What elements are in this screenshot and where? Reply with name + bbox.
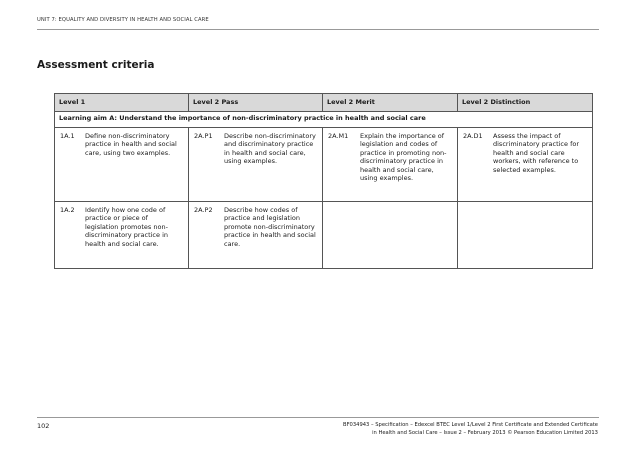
footer-line-2: in Health and Social Care – Issue 2 – February 2013 © Pearson Education Limited 2013 [372,430,598,436]
footer-divider [37,417,599,418]
criterion-code: 2A.M1 [328,132,349,140]
header-level-1: Level 1 [55,94,189,112]
table-row [55,128,593,202]
learning-aim: Learning aim A: Understand the importance of non-discriminatory practice in health and social care [55,112,593,128]
page-number: 102 [37,422,50,430]
footer-citation [343,421,598,437]
header-level-2-distinction: Level 2 Distinction [458,94,593,112]
section-title: Assessment criteria [37,59,155,71]
table-cell [55,202,189,269]
criterion-code: 1A.2 [60,206,75,214]
running-header: UNIT 7: EQUALITY AND DIVERSITY IN HEALTH AND SOCIAL CARE [37,17,209,23]
table-header-row [55,94,593,112]
table-cell [189,202,323,269]
table-cell-empty [323,202,458,269]
learning-aim-row [55,112,593,128]
table-cell [55,128,189,202]
header-level-2-pass: Level 2 Pass [189,94,323,112]
criterion-code: 2A.P2 [194,206,213,214]
criterion-text: Identify how one code of practice or piece of legislation promotes non-discriminatory practice in health and social care. [85,206,168,248]
table-row [55,202,593,269]
table-cell-empty [458,202,593,269]
criterion-text: Explain the importance of legislation and codes of practice in promoting non-discriminatory practice in health and social care, using examples. [360,132,447,183]
criterion-code: 1A.1 [60,132,75,140]
header-level-2-merit: Level 2 Merit [323,94,458,112]
header-divider [37,29,599,30]
criterion-code: 2A.P1 [194,132,213,140]
criterion-text: Describe non-discriminatory and discriminatory practice in health and social care, using examples. [224,132,316,166]
criterion-code: 2A.D1 [463,132,483,140]
footer-line-1: BF034943 – Specification – Edexcel BTEC Level 1/Level 2 First Certificate and Extended Certificate [343,422,598,428]
criterion-text: Describe how codes of practice and legislation promote non-discriminatory practice in health and social care. [224,206,316,248]
criterion-text: Define non-discriminatory practice in health and social care, using two examples. [85,132,177,157]
assessment-criteria-table [54,93,593,269]
table-cell [189,128,323,202]
table-cell [323,128,458,202]
criterion-text: Assess the impact of discriminatory practice for health and social care workers, with reference to selected examples. [493,132,580,174]
table-cell [458,128,593,202]
